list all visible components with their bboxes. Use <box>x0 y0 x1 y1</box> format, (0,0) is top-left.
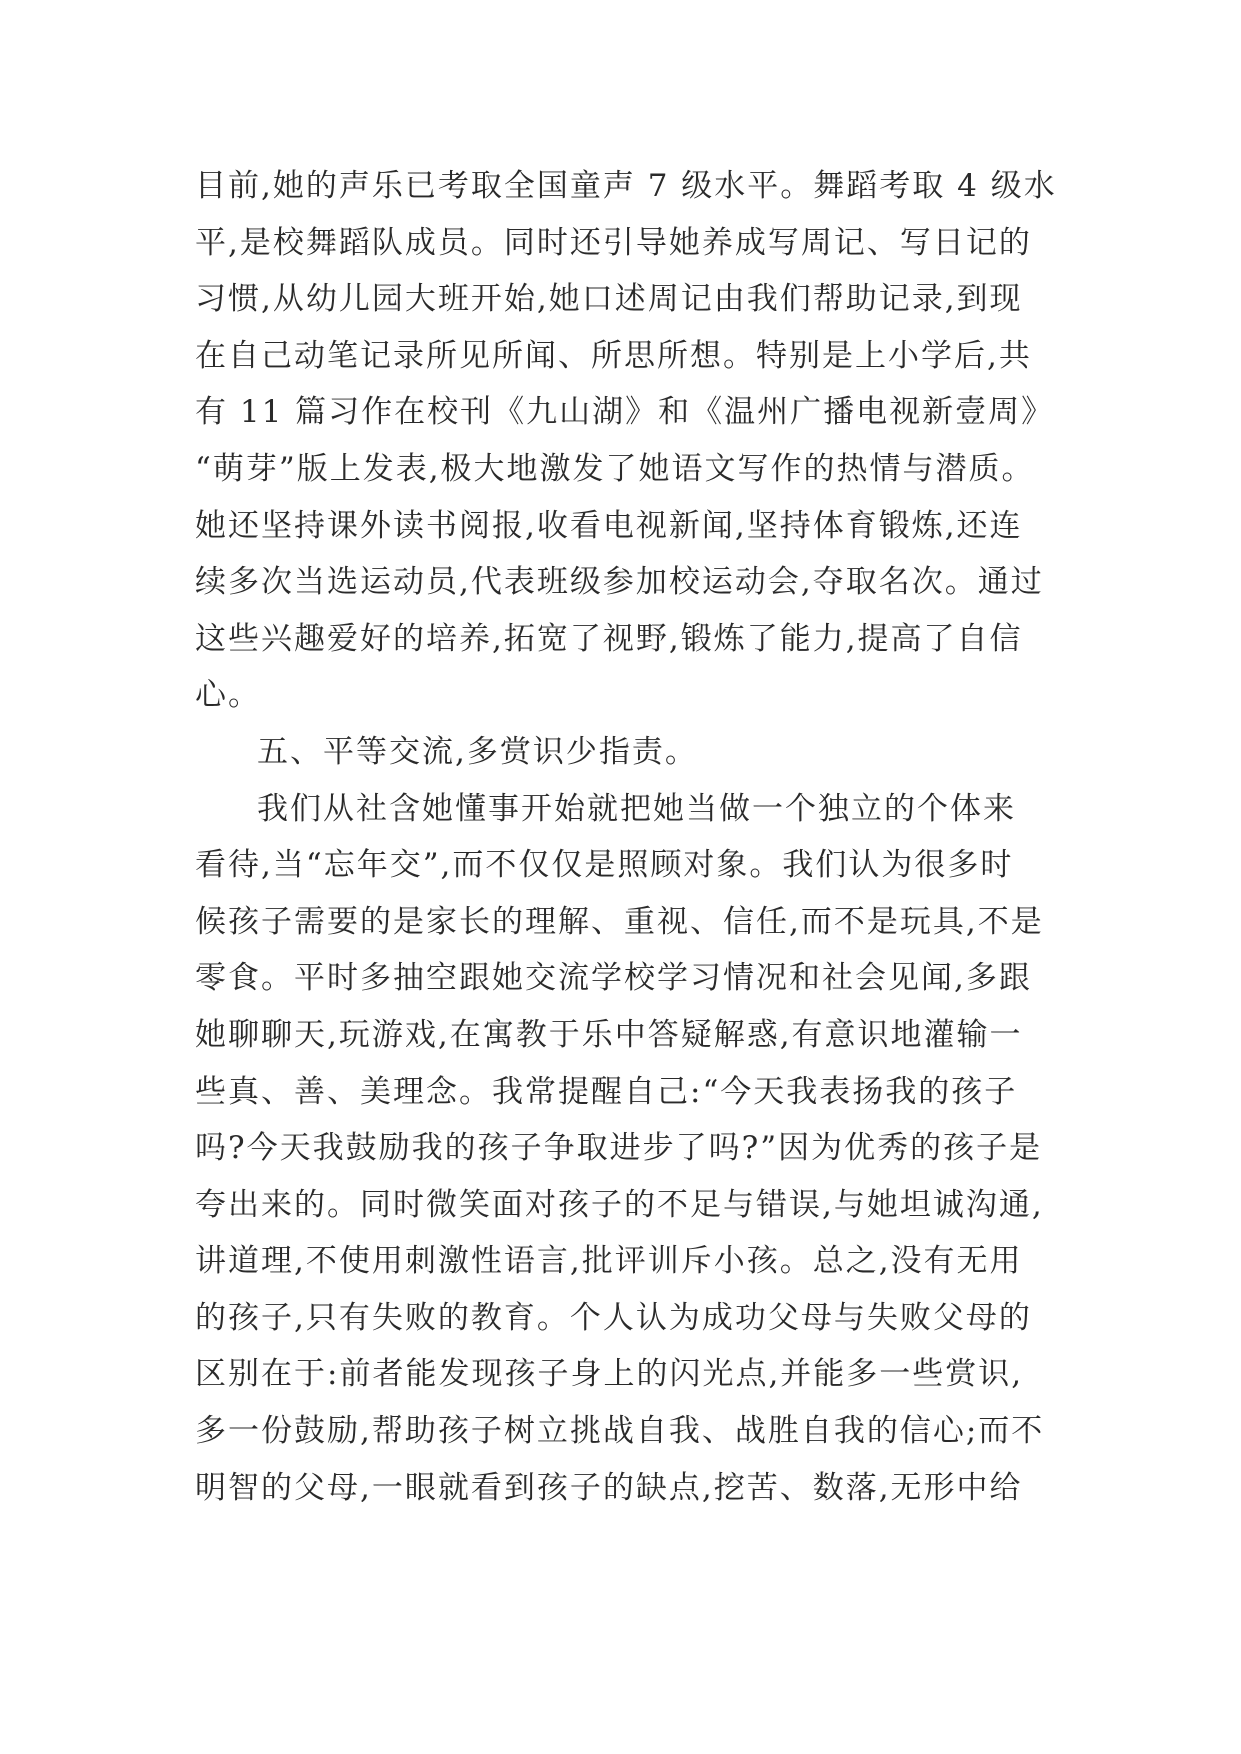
text-line: 吗?今天我鼓励我的孩子争取进步了吗?”因为优秀的孩子是 <box>195 1130 1043 1167</box>
text-line: 她还坚持课外读书阅报,收看电视新闻,坚持体育锻炼,还连 <box>195 507 1023 544</box>
text-line: 她聊聊天,玩游戏,在寓教于乐中答疑解惑,有意识地灌输一 <box>195 1016 1023 1053</box>
text-line: 续多次当选运动员,代表班级参加校运动会,夺取名次。通过 <box>195 564 1044 601</box>
paragraph-start-line: 我们从社含她懂事开始就把她当做一个独立的个体来 <box>257 790 1016 827</box>
text-line: “萌芽”版上发表,极大地激发了她语文写作的热情与潜质。 <box>195 450 1035 487</box>
text-line: 候孩子需要的是家长的理解、重视、信任,而不是玩具,不是 <box>195 903 1044 940</box>
section-heading: 五、平等交流,多赏识少指责。 <box>257 733 698 770</box>
text-line: 习惯,从幼儿园大班开始,她口述周记由我们帮助记录,到现 <box>195 281 1023 318</box>
text-line: 平,是校舞蹈队成员。同时还引导她养成写周记、写日记的 <box>195 224 1032 261</box>
text-line: 心。 <box>195 677 261 714</box>
text-line: 些真、善、美理念。我常提醒自己:“今天我表扬我的孩子 <box>195 1073 1018 1110</box>
text-line: 区别在于:前者能发现孩子身上的闪光点,并能多一些赏识, <box>195 1356 1024 1393</box>
text-line: 的孩子,只有失败的教育。个人认为成功父母与失败父母的 <box>195 1299 1032 1336</box>
text-line: 目前,她的声乐已考取全国童声 7 级水平。舞蹈考取 4 级水 <box>195 168 1057 204</box>
text-line: 这些兴趣爱好的培养,拓宽了视野,锻炼了能力,提高了自信 <box>195 620 1023 657</box>
text-line: 在自己动笔记录所见所闻、所思所想。特别是上小学后,共 <box>195 337 1032 374</box>
text-line: 多一份鼓励,帮助孩子树立挑战自我、战胜自我的信心;而不 <box>195 1413 1045 1450</box>
text-line: 零食。平时多抽空跟她交流学校学习情况和社会见闻,多跟 <box>195 960 1032 997</box>
text-line: 看待,当“忘年交”,而不仅仅是照顾对象。我们认为很多时 <box>195 847 1014 884</box>
text-line: 夸出来的。同时微笑面对孩子的不足与错误,与她坦诚沟通, <box>195 1186 1044 1223</box>
body-text <box>195 158 1055 1516</box>
text-line: 讲道理,不使用刺激性语言,批评训斥小孩。总之,没有无用 <box>195 1243 1023 1280</box>
text-line: 明智的父母,一眼就看到孩子的缺点,挖苦、数落,无形中给 <box>195 1469 1023 1506</box>
text-line: 有 11 篇习作在校刊《九山湖》和《温州广播电视新壹周》 <box>195 394 1055 431</box>
